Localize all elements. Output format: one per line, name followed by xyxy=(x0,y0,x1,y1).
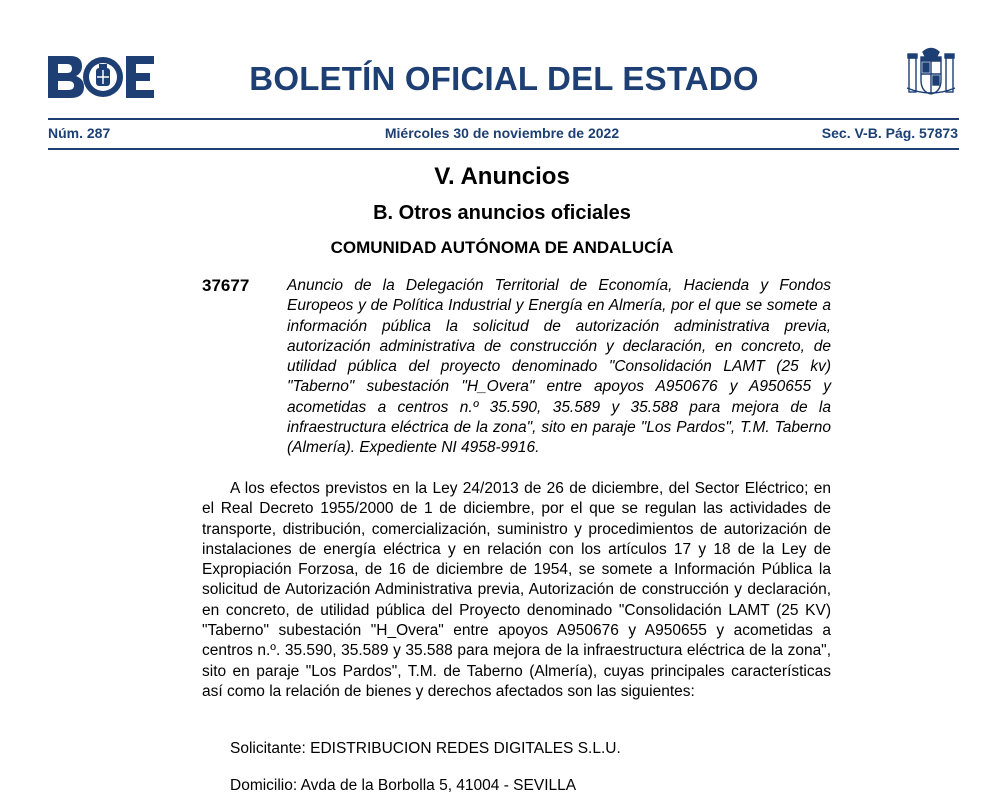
announcement-number: 37677 xyxy=(202,276,250,295)
subpart-heading: B. Otros anuncios oficiales xyxy=(373,202,631,224)
section-page: Sec. V-B. Pág. 57873 xyxy=(821,125,958,141)
issue-date: Miércoles 30 de noviembre de 2022 xyxy=(384,125,620,141)
issue-number: Núm. 287 xyxy=(48,125,111,141)
boe-logo-icon xyxy=(48,56,154,98)
announcement-summary: Anuncio de la Delegación Territorial de Economía, Hacienda y Fondos Europeos y de Política Industrial y Energía en Almería, por el que se somete a información pública la solicitud de autorización administrativa previa, autorización administrativa de construcción y declaración, en concreto, de utilidad pública del proyecto denominado "Consolidación LAMT (25 kv) "Taberno" subestación "H_Overa" entre apoyos A950676 y A950655 y acometidas a centros n.º 35.590, 35.589 y 35.588 para mejora de la infraestructura eléctrica de la zona", sito en paraje "Los Pardos", T.M. Taberno (Almería). Expediente NI 4958-9916. xyxy=(287,277,831,457)
announcement-body: A los efectos previstos en la Ley 24/2013 de 26 de diciembre, del Sector Eléctrico; en el Real Decreto 1955/2000 de 1 de diciembre, por el que se regulan las actividades de transporte, distribución, comercialización, suministro y procedimientos de autorización de instalaciones de energía eléctrica y en relación con los artículos 17 y 18 de la Ley de Expropiación Forzosa, de 16 de diciembre de 1954, se somete a Información Pública la solicitud de Autorización Administrativa previa, Autorización de construcción y declaración, en concreto, de utilidad pública del Proyecto denominado "Consolidación LAMT (25 KV) "Taberno" subestación "H_Overa" entre apoyos A950676 y A950655 y acometidas a centros n.º. 35.590, 35.589 y 35.588 para mejora de la infraestructura eléctrica de la zona", sito en paraje "Los Pardos", T.M. de Taberno (Almería), cuyas principales características así como la relación de bienes y derechos afectados son las siguientes: xyxy=(202,480,831,700)
address-line: Domicilio: Avda de la Borbolla 5, 41004 - SEVILLA xyxy=(230,777,577,794)
region-heading: COMUNIDAD AUTÓNOMA DE ANDALUCÍA xyxy=(330,238,674,257)
part-heading: V. Anuncios xyxy=(434,163,570,190)
header-rule-bottom xyxy=(48,148,959,150)
header-rule-top xyxy=(48,118,959,120)
spain-coat-of-arms-icon xyxy=(906,44,956,100)
gazette-title: BOLETÍN OFICIAL DEL ESTADO xyxy=(249,60,759,97)
applicant-line: Solicitante: EDISTRIBUCION REDES DIGITALES S.L.U. xyxy=(230,740,621,757)
